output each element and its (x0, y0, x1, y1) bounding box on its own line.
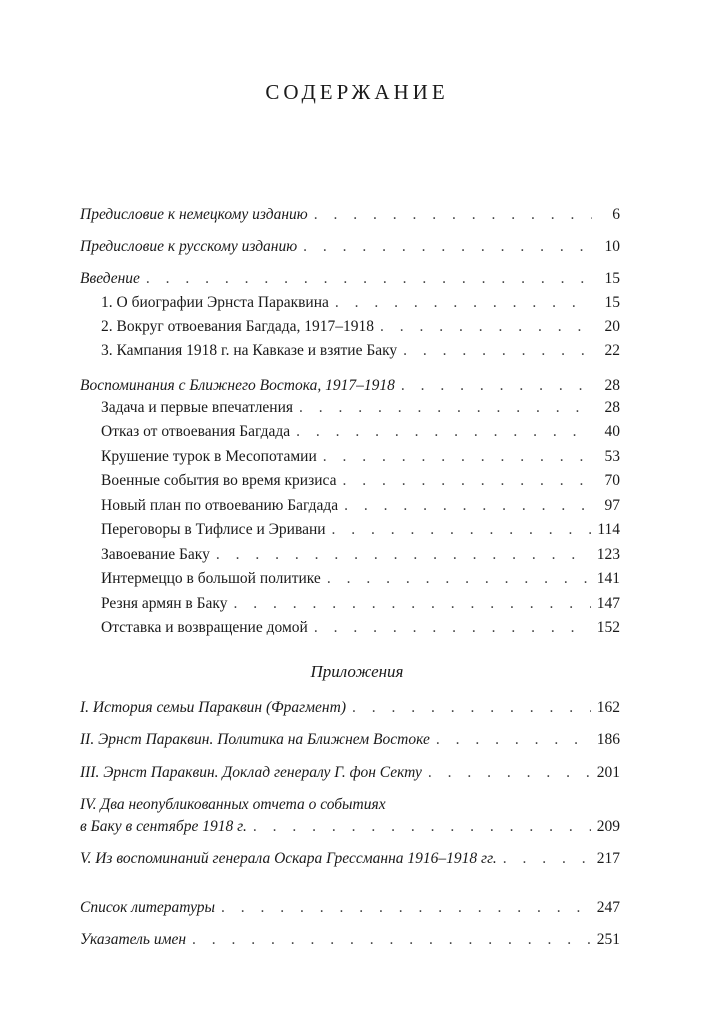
toc-entry-page: 97 (604, 497, 620, 514)
leader-dots (323, 447, 592, 467)
toc-entry-page: 141 (596, 570, 620, 587)
toc-entry-label: V. Из воспоминаний генерала Оскара Грессманна 1916–1918 гг. (80, 850, 497, 867)
toc-entry[interactable] (80, 763, 620, 783)
appendix-heading: Приложения (310, 662, 404, 681)
leader-dots (342, 471, 592, 491)
toc-entry-label: Интермеццо в большой политике (101, 570, 321, 587)
leader-dots (296, 422, 592, 442)
toc-entry-page: 40 (604, 423, 620, 440)
toc-entry-label: Резня армян в Баку (101, 595, 228, 612)
toc-subentry[interactable] (101, 398, 620, 418)
toc-subentry[interactable] (101, 520, 620, 540)
toc-entry-label: Отставка и возвращение домой (101, 619, 308, 636)
toc-entry-label: Предисловие к немецкому изданию (80, 206, 308, 223)
toc-subentry[interactable] (101, 293, 620, 313)
toc-subentry[interactable] (101, 618, 620, 638)
toc-entry-label: 3. Кампания 1918 г. на Кавказе и взятие Баку (101, 342, 398, 359)
toc-entry-page: 114 (597, 521, 620, 538)
toc-entry-label: Задача и первые впечатления (101, 399, 294, 416)
toc-subentry[interactable] (101, 496, 620, 516)
toc-entry-label: Воспоминания с Ближнего Востока, 1917–1918 (80, 377, 395, 394)
leader-dots (233, 594, 590, 614)
toc-entry-label: Отказ от отвоевания Багдада (101, 423, 291, 440)
toc-entry[interactable] (80, 376, 620, 396)
toc-entry[interactable] (80, 849, 620, 869)
toc-entry-page: 147 (596, 595, 620, 612)
toc-subentry[interactable] (101, 447, 620, 467)
leader-dots (192, 930, 591, 950)
toc-entry-page: 123 (596, 546, 620, 563)
leader-dots (303, 237, 592, 257)
toc-entry[interactable] (80, 898, 620, 918)
leader-dots (380, 317, 592, 337)
toc-entry[interactable] (80, 269, 620, 289)
leader-dots (403, 341, 592, 361)
leader-dots (253, 817, 591, 837)
toc-entry-page: 247 (596, 899, 620, 916)
toc-entry-page: 70 (604, 472, 620, 489)
toc-entry[interactable] (80, 698, 620, 718)
toc-entry-page: 186 (596, 731, 620, 748)
toc-entry-page: 162 (596, 699, 620, 716)
toc-entry-label: Введение (80, 270, 140, 287)
leader-dots (436, 730, 591, 750)
leader-dots (216, 545, 591, 565)
leader-dots (428, 763, 591, 783)
leader-dots (146, 269, 592, 289)
toc-entry[interactable] (80, 930, 620, 950)
toc-entry-label: 2. Вокруг отвоевания Багдада, 1917–1918 (101, 318, 374, 335)
leader-dots (327, 569, 591, 589)
toc-entry-page: 53 (604, 448, 620, 465)
toc-entry[interactable] (80, 730, 620, 750)
toc-entry-page: 6 (612, 206, 620, 223)
toc-entry-label: III. Эрнст Параквин. Доклад генералу Г. фон Секту (80, 764, 422, 781)
toc-entry-page: 15 (604, 270, 620, 287)
toc-entry-label: в Баку в сентябре 1918 г. (80, 818, 247, 835)
toc-subentry[interactable] (101, 317, 620, 337)
toc-entry-label: Переговоры в Тифлисе и Эривани (101, 521, 326, 538)
leader-dots (352, 698, 591, 718)
leader-dots (314, 205, 592, 225)
toc-entry-label: Список литературы (80, 899, 216, 916)
leader-dots (332, 520, 592, 540)
toc-entry-page: 20 (604, 318, 620, 335)
toc-subentry[interactable] (101, 471, 620, 491)
leader-dots (335, 293, 592, 313)
toc-entry[interactable] (80, 237, 620, 257)
toc-entry-label: II. Эрнст Параквин. Политика на Ближнем Востоке (80, 731, 430, 748)
toc-entry-page: 209 (596, 818, 620, 835)
toc-entry-page: 28 (604, 377, 620, 394)
leader-dots (344, 496, 592, 516)
toc-subentry[interactable] (101, 341, 620, 361)
toc-entry-label: I. История семьи Параквин (Фрагмент) (80, 699, 346, 716)
toc-subentry[interactable] (101, 594, 620, 614)
leader-dots (503, 849, 591, 869)
toc-entry-page: 201 (596, 764, 620, 781)
leader-dots (221, 898, 591, 918)
toc-entry-label: Указатель имен (80, 931, 187, 948)
leader-dots (401, 376, 592, 396)
leader-dots (314, 618, 591, 638)
toc-entry-page: 10 (604, 238, 620, 255)
toc-entry-label: Крушение турок в Месопотамии (101, 448, 317, 465)
toc-entry-page: 22 (604, 342, 620, 359)
toc-entry-page: 217 (596, 850, 620, 867)
toc-entry-page: 15 (604, 294, 620, 311)
toc-entry-label: Предисловие к русскому изданию (80, 238, 298, 255)
toc-entry-label-line1[interactable]: IV. Два неопубликованных отчета о событиях (80, 796, 386, 813)
page-title: СОДЕРЖАНИЕ (265, 80, 449, 104)
toc-entry-label: Новый план по отвоеванию Багдада (101, 497, 339, 514)
toc-entry-page: 152 (596, 619, 620, 636)
toc-entry-page: 251 (596, 931, 620, 948)
toc-entry-page: 28 (604, 399, 620, 416)
toc-subentry[interactable] (101, 569, 620, 589)
toc-entry-label: 1. О биографии Эрнста Параквина (101, 294, 329, 311)
toc-entry-label: Завоевание Баку (101, 546, 210, 563)
toc-subentry[interactable] (101, 422, 620, 442)
toc-entry-label: Военные события во время кризиса (101, 472, 337, 489)
toc-entry[interactable] (80, 205, 620, 225)
leader-dots (299, 398, 592, 418)
toc-entry[interactable] (80, 817, 620, 837)
toc-subentry[interactable] (101, 545, 620, 565)
